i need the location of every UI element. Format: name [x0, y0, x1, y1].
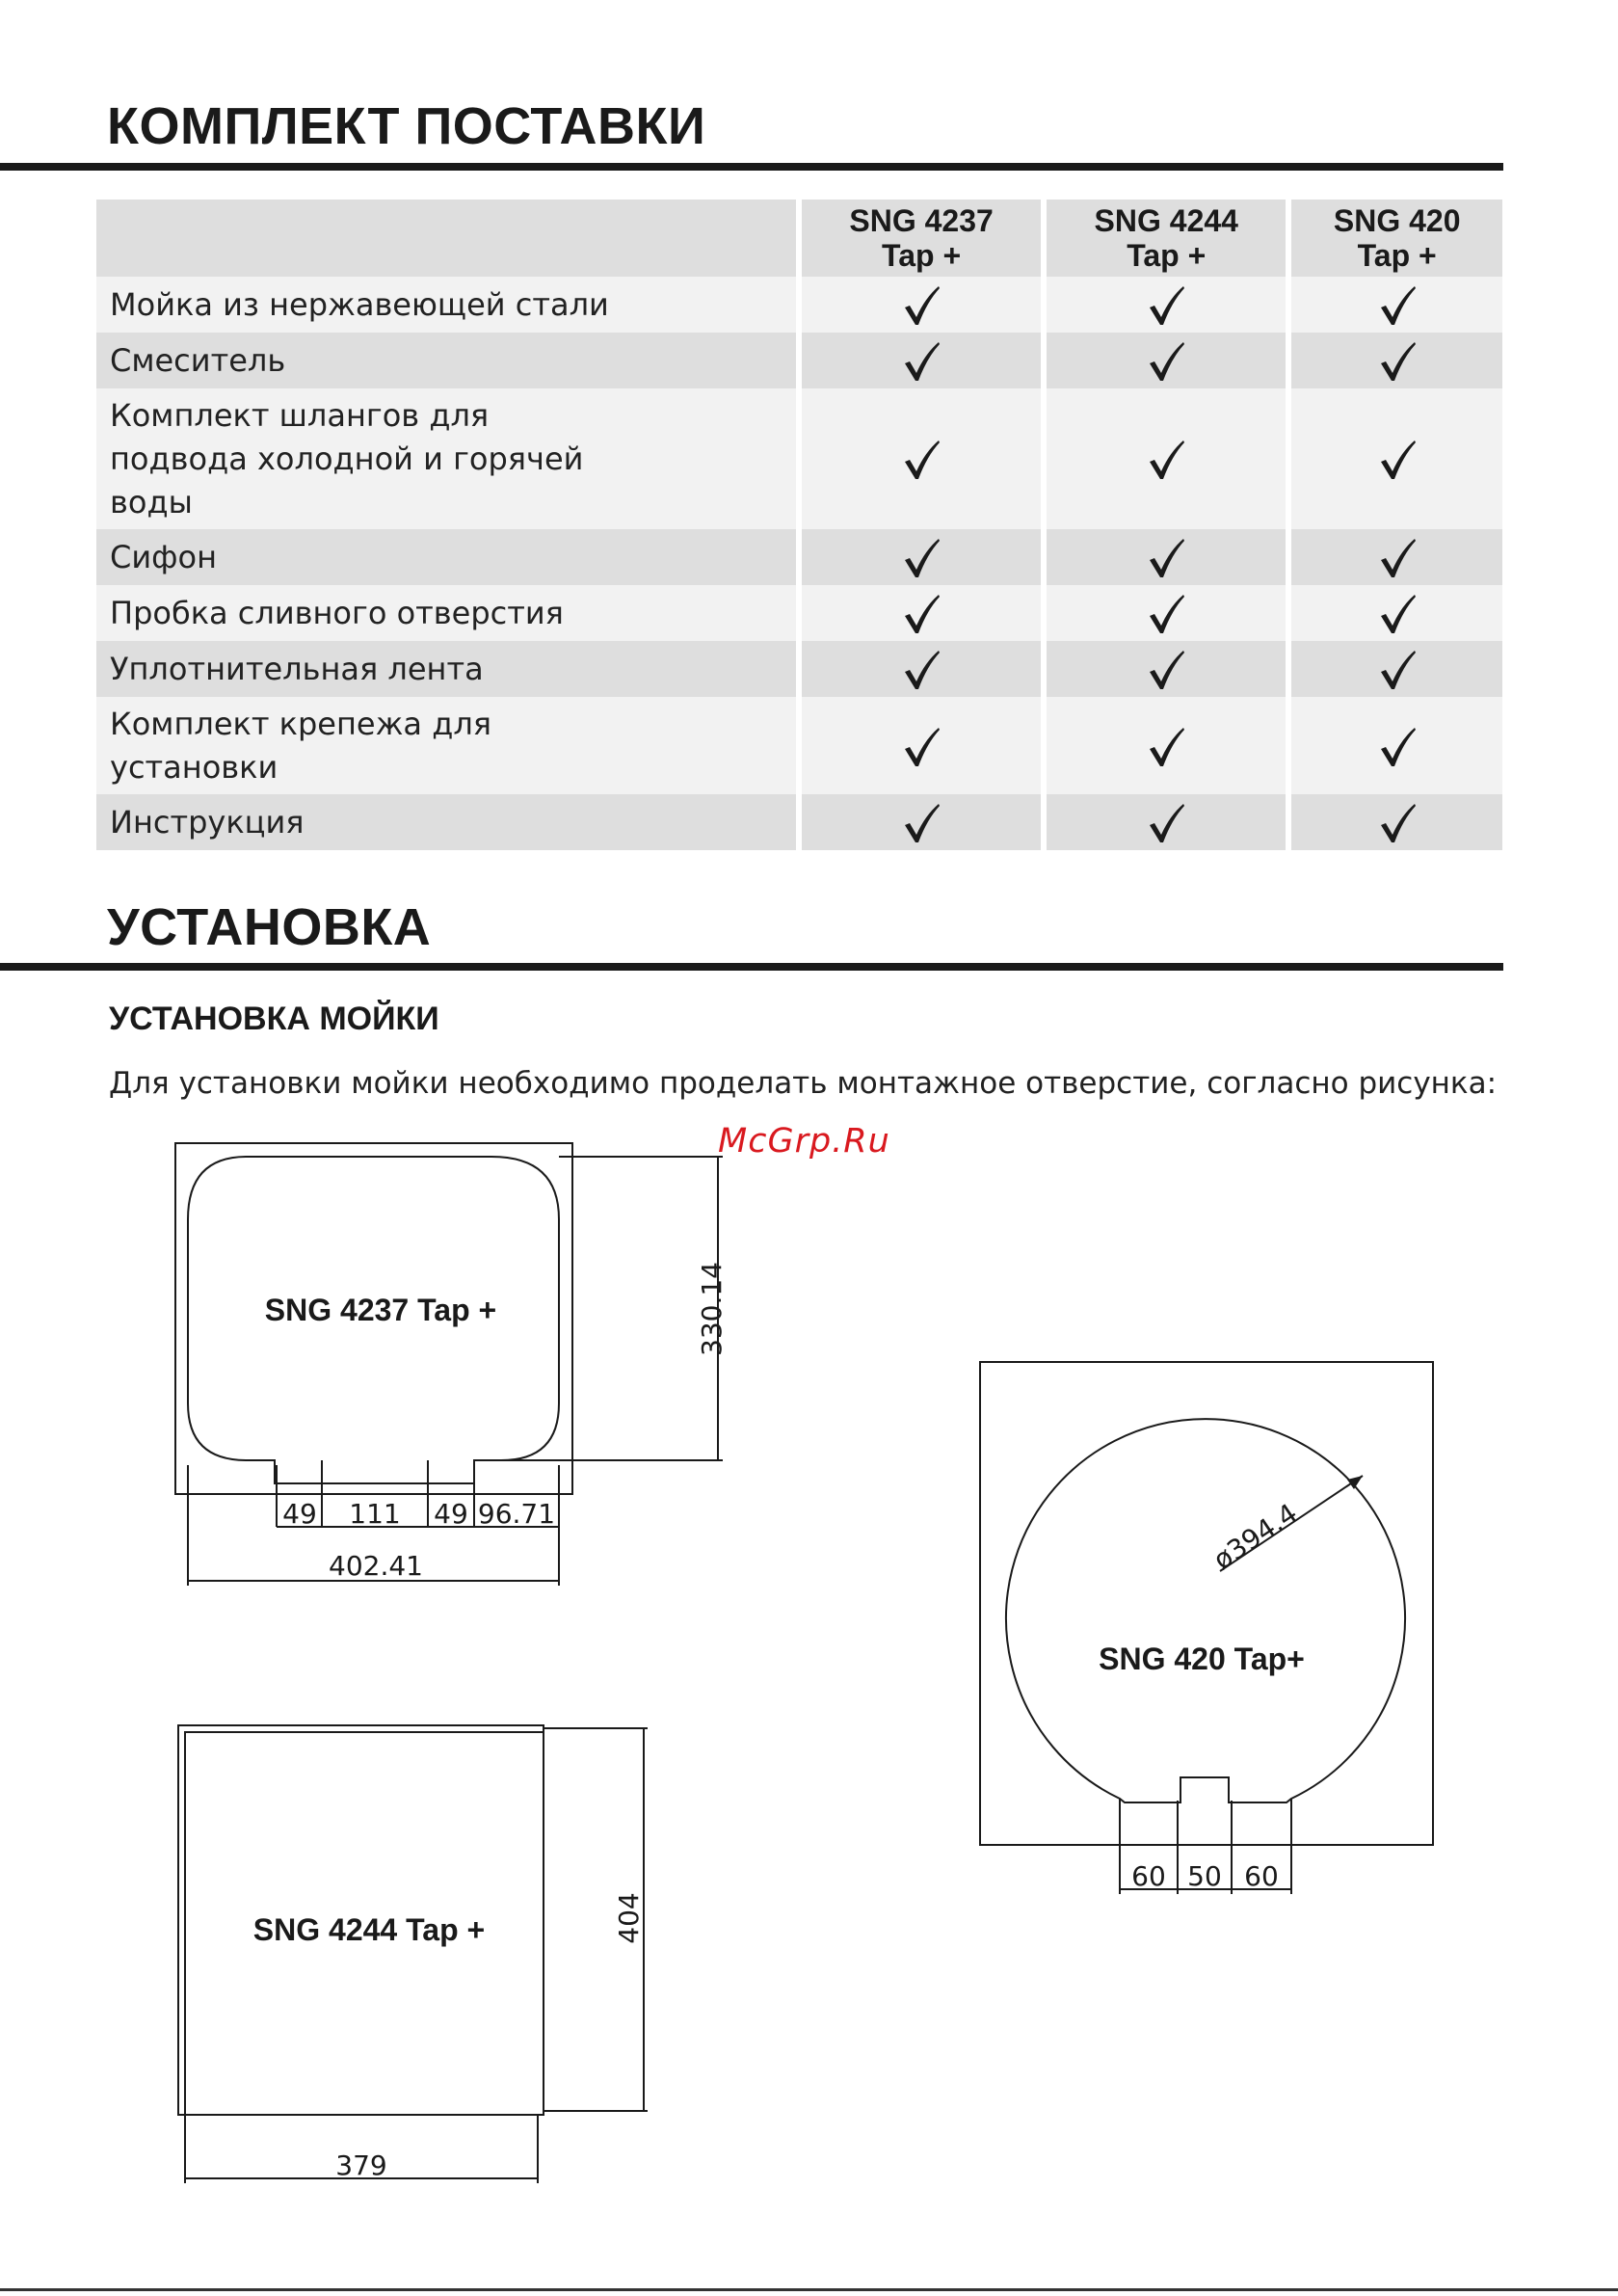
row-label: Смеситель	[96, 333, 796, 388]
sink3-segment-label: 60	[1131, 1860, 1166, 1892]
sink3-model-label: SNG 420 Tap+	[1099, 1642, 1305, 1676]
sink1-segment-label: 96.71	[477, 1498, 556, 1530]
row-label: Комплект шлангов для подвода холодной и горячей воды	[96, 388, 796, 529]
row-label: Уплотнительная лента	[96, 641, 796, 697]
sink2-width-label: 379	[335, 2149, 387, 2181]
row-label: Комплект крепежа для установки	[96, 697, 796, 794]
row-label: Пробка сливного отверстия	[96, 585, 796, 641]
section-title-install: УСТАНОВКА	[107, 898, 432, 956]
sink3-diameter-label: ø394.4	[1207, 1497, 1304, 1577]
sink2-height-label: 404	[613, 1892, 645, 1944]
table-header-cell: SNG 4237 Tap +	[802, 200, 1041, 277]
instruction-text: Для установки мойки необходимо проделать монтажное отверстие, согласно рисунка:	[109, 1066, 1498, 1101]
subsection-title: УСТАНОВКА МОЙКИ	[109, 1001, 439, 1037]
section-title-kit: КОМПЛЕКТ ПОСТАВКИ	[107, 97, 706, 155]
sink1-segment-label: 111	[349, 1498, 401, 1530]
sink3-segment-label: 50	[1187, 1860, 1222, 1892]
sink2-model-label: SNG 4244 Tap +	[252, 1912, 486, 1947]
row-label: Мойка из нержавеющей стали	[96, 277, 796, 333]
row-label: Сифон	[96, 529, 796, 585]
sink1-segment-label: 49	[282, 1498, 317, 1530]
sink3-outline	[980, 1362, 1433, 1845]
sink1-width-label: 402.41	[329, 1550, 423, 1582]
page-bottom-rule	[0, 2288, 1618, 2291]
sink3-segment-label: 60	[1244, 1860, 1279, 1892]
arrow-head	[1347, 1476, 1363, 1489]
row-label: Инструкция	[96, 794, 796, 850]
table-header-cell: SNG 420 Tap +	[1291, 200, 1502, 277]
sink1-segment-label: 49	[434, 1498, 468, 1530]
sink3-cutout	[1006, 1419, 1405, 1802]
sink1-model-label: SNG 4237 Tap +	[264, 1293, 497, 1327]
table-header-cell: SNG 4244 Tap +	[1047, 200, 1286, 277]
sink1-height-label: 330.14	[696, 1262, 728, 1356]
watermark: McGrp.Ru	[718, 1122, 890, 1161]
